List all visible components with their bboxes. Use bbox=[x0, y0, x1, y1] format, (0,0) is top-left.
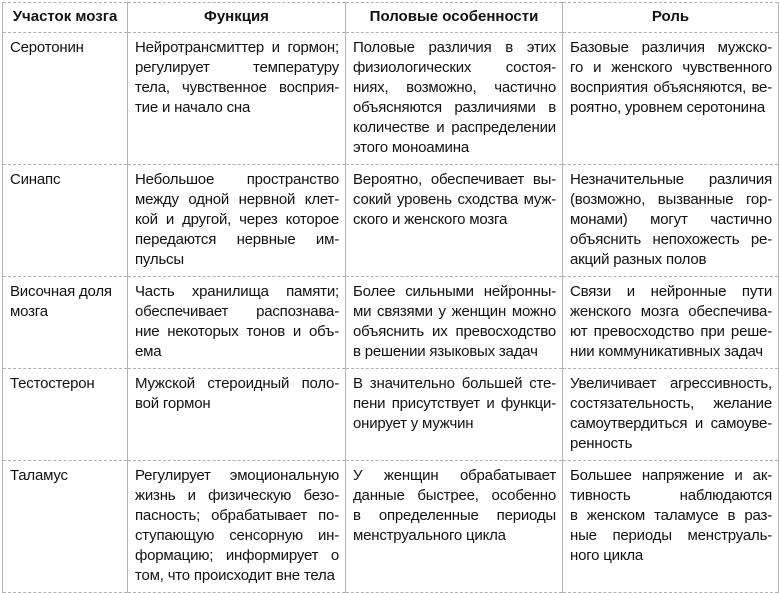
cell-region: Тестостерон bbox=[3, 369, 128, 461]
brain-sex-differences-table bbox=[2, 2, 779, 593]
cell-role: Увеличивает агрессивность, состязательность, желание самоутвердиться и самоуве- ренность bbox=[563, 369, 779, 461]
header-cell-sex-features: Половые особенности bbox=[346, 3, 563, 33]
cell-function: Нейротрансмиттер и гормон; регулирует температуру тела, чувственное восприя- тие и начало сна bbox=[128, 33, 346, 165]
cell-role: Незначительные различия (возможно, вызванные гор- монами) могут частично объяснить непохожесть ре- акций разных полов bbox=[563, 165, 779, 277]
table-row-thalamus bbox=[3, 461, 779, 593]
cell-sex-features: Вероятно, обеспечивает вы- сокий уровень сходства муж- ского и женского мозга bbox=[346, 165, 563, 277]
cell-role: Базовые различия мужско- го и женского чувственного восприятия объясняются, ве- роятно, уровнем серотонина bbox=[563, 33, 779, 165]
cell-sex-features: Половые различия в этих физиологических состоя- ниях, возможно, частично объясняются различиями в количестве и распределении этого моноамина bbox=[346, 33, 563, 165]
cell-region: Таламус bbox=[3, 461, 128, 593]
cell-sex-features: Более сильными нейронны- ми связями у женщин можно объяснить их превосходство в решении языковых задач bbox=[346, 277, 563, 369]
table-row-testosterone bbox=[3, 369, 779, 461]
cell-function: Регулирует эмоциональную жизнь и физическую безо- пасность; обрабатывает по- ступающую сенсорную ин- формацию; информирует о том, что происходит вне тела bbox=[128, 461, 346, 593]
cell-region: Височная доля мозга bbox=[3, 277, 128, 369]
header-cell-role: Роль bbox=[563, 3, 779, 33]
header-cell-region: Участок мозга bbox=[3, 3, 128, 33]
cell-region: Синапс bbox=[3, 165, 128, 277]
table-row-temporal-lobe bbox=[3, 277, 779, 369]
header-cell-function: Функция bbox=[128, 3, 346, 33]
cell-function: Небольшое пространство между одной нервной клет- кой и другой, через которое передаются нервные им- пульсы bbox=[128, 165, 346, 277]
cell-function: Мужской стероидный поло- вой гормон bbox=[128, 369, 346, 461]
cell-role: Связи и нейронные пути женского мозга обеспечива- ют превосходство при реше- нии коммуникативных задач bbox=[563, 277, 779, 369]
header-row bbox=[3, 3, 779, 33]
cell-region: Серотонин bbox=[3, 33, 128, 165]
table-row-serotonin bbox=[3, 33, 779, 165]
cell-sex-features: В значительно большей сте- пени присутствует и функци- онирует у мужчин bbox=[346, 369, 563, 461]
book-page bbox=[0, 2, 779, 584]
table-row-synapse bbox=[3, 165, 779, 277]
cell-function: Часть хранилища памяти; обеспечивает распознава- ние некоторых тонов и объ- ема bbox=[128, 277, 346, 369]
cell-role: Большее напряжение и ак- тивность наблюдаются в женском таламусе в раз- ные периоды менструаль- ного цикла bbox=[563, 461, 779, 593]
cell-sex-features: У женщин обрабатывает данные быстрее, особенно в определенные периоды менструального цикла bbox=[346, 461, 563, 593]
